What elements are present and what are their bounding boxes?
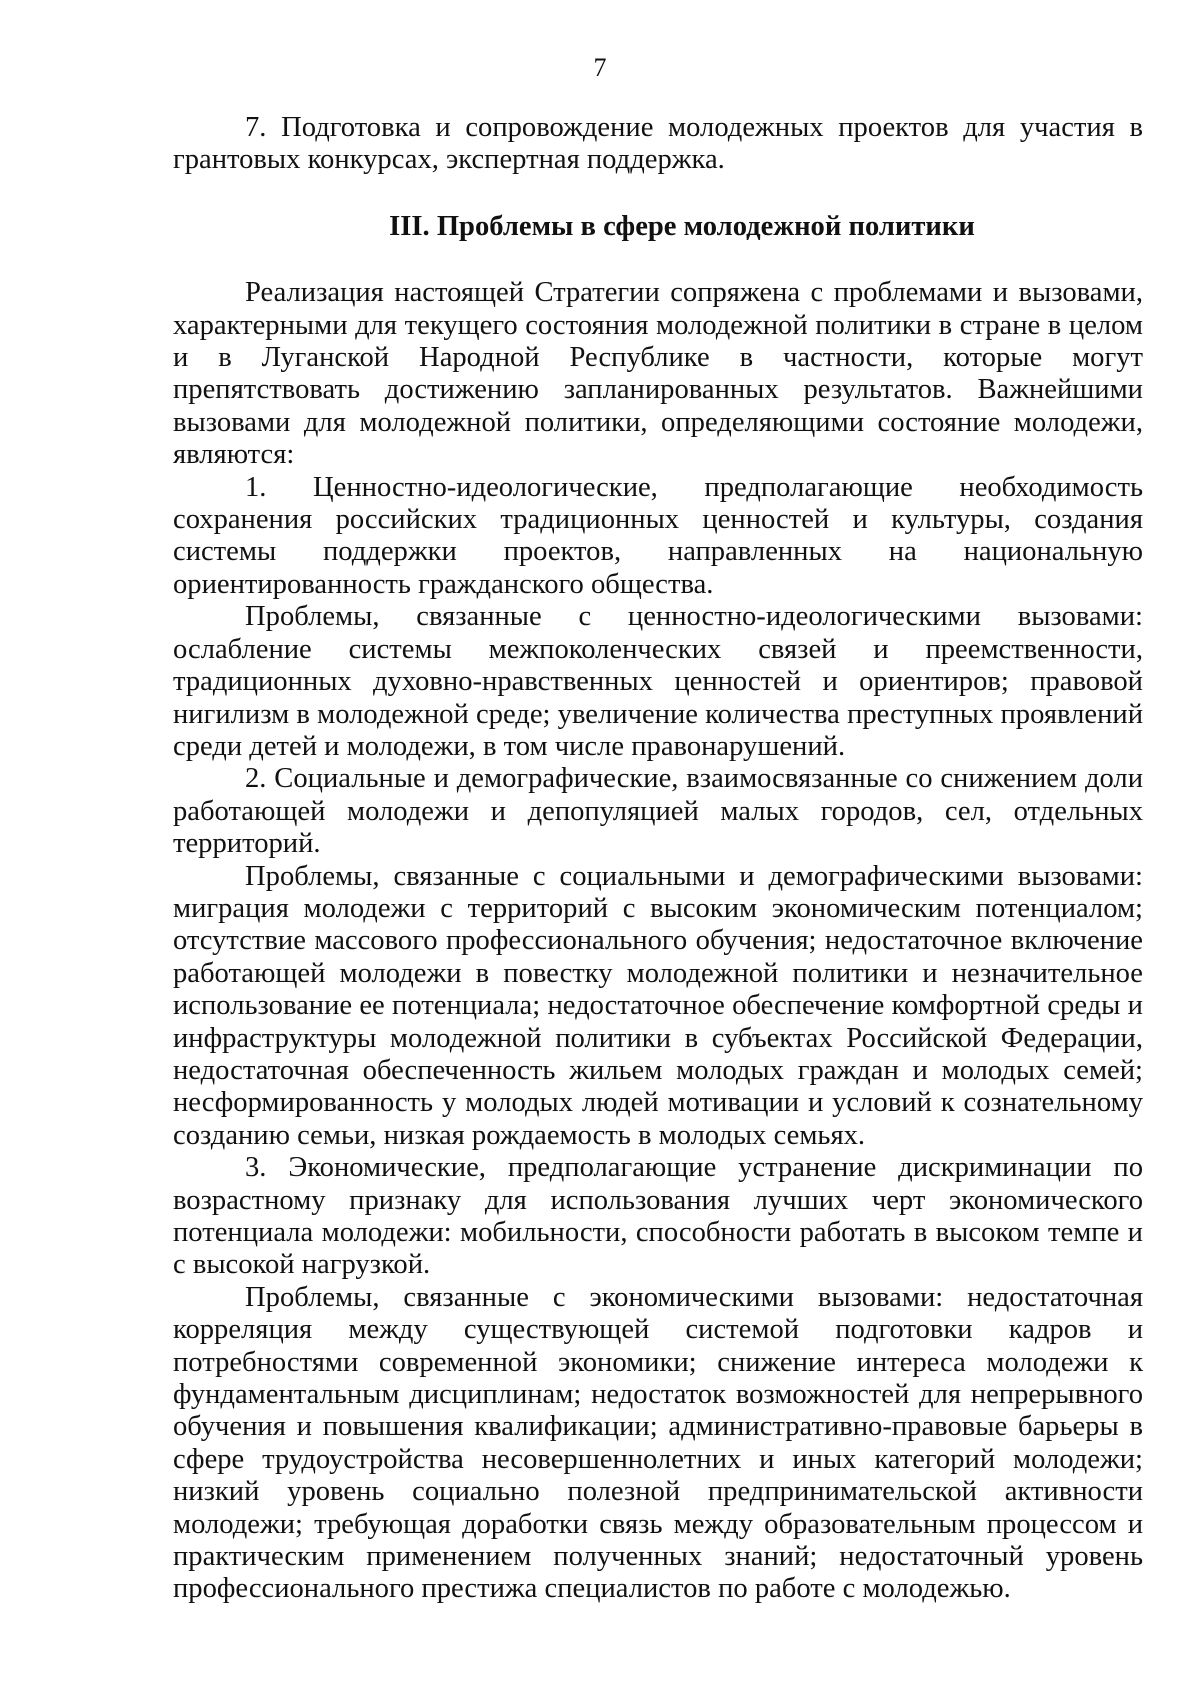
page-number: 7	[593, 53, 607, 82]
paragraph-challenge-1: 1. Ценностно-идеологические, предполагающие необходимость сохранения российских традиционных ценностей и культуры, создания системы поддержки проектов, направленных на национальную ориентированность гражданского общества.	[173, 471, 1143, 600]
intro-list-item: 7. Подготовка и сопровождение молодежных проектов для участия в грантовых конкурсах, экспертная поддержка.	[173, 112, 1143, 176]
paragraph-problems-1: Проблемы, связанные с ценностно-идеологическими вызовами: ослабление системы межпоколенческих связей и преемственности, традиционных духовно-нравственных ценностей и ориентиров; правовой нигилизм в молодежной среде; увеличение количества преступных проявлений среди детей и молодежи, в том числе правонарушений.	[173, 601, 1143, 762]
paragraph-intro: Реализация настоящей Стратегии сопряжена с проблемами и вызовами, характерными для текущего состояния молодежной политики в стране в целом и в Луганской Народной Республике в частности, которые могут препятствовать достижению запланированных результатов. Важнейшими вызовами для молодежной политики, определяющими состояние молодежи, являются:	[173, 277, 1143, 471]
document-body	[173, 112, 1143, 1606]
section-heading: III. Проблемы в сфере молодежной политики	[389, 210, 975, 242]
paragraph-challenge-3: 3. Экономические, предполагающие устранение дискриминации по возрастному признаку для использования лучших черт экономического потенциала молодежи: мобильности, способности работать в высоком темпе и с высокой нагрузкой.	[173, 1152, 1143, 1281]
paragraph-problems-3: Проблемы, связанные с экономическими вызовами: недостаточная корреляция между существующей системой подготовки кадров и потребностями современной экономики; снижение интереса молодежи к фундаментальным дисциплинам; недостаток возможностей для непрерывного обучения и повышения квалификации; административно-правовые барьеры в сфере трудоустройства несовершеннолетних и иных категорий молодежи; низкий уровень социально полезной предпринимательской активности молодежи; требующая доработки связь между образовательным процессом и практическим применением полученных знаний; недостаточный уровень профессионального престижа специалистов по работе с молодежью.	[173, 1281, 1143, 1605]
paragraph-problems-2: Проблемы, связанные с социальными и демографическими вызовами: миграция молодежи с территорий с высоким экономическим потенциалом; отсутствие массового профессионального обучения; недостаточное включение работающей молодежи в повестку молодежной политики и незначительное использование ее потенциала; недостаточное обеспечение комфортной среды и инфраструктуры молодежной политики в субъектах Российской Федерации, недостаточная обеспеченность жильем молодых граждан и молодых семей; несформированность у молодых людей мотивации и условий к сознательному созданию семьи, низкая рождаемость в молодых семьях.	[173, 860, 1143, 1151]
paragraph-challenge-2: 2. Социальные и демографические, взаимосвязанные со снижением доли работающей молодежи и депопуляцией малых городов, сел, отдельных территорий.	[173, 763, 1143, 860]
